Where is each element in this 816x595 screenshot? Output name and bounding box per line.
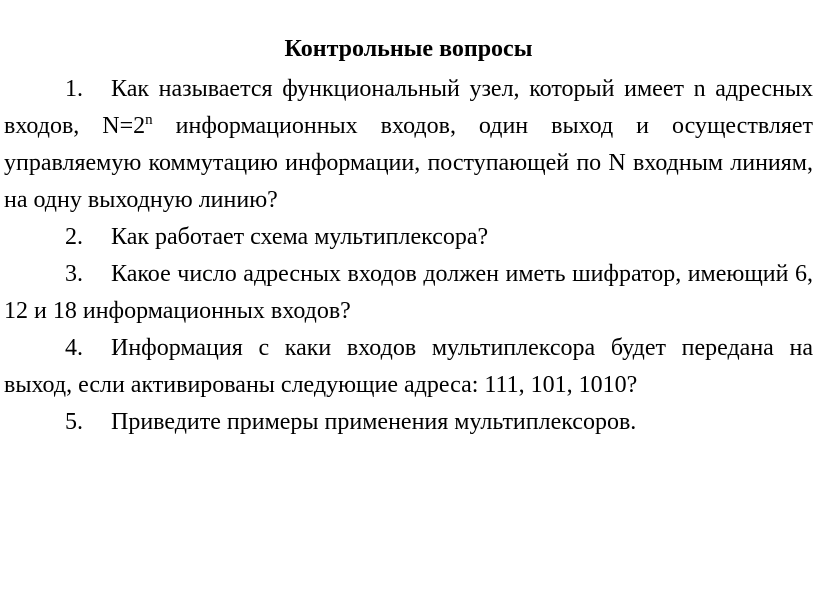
question-number: 3. xyxy=(65,261,83,287)
question-number: 2. xyxy=(65,224,83,250)
page-title: Контрольные вопросы xyxy=(284,36,533,62)
superscript-n: n xyxy=(145,112,153,128)
question-2 xyxy=(4,219,813,256)
question-3 xyxy=(4,256,813,330)
question-text: Какое число адресных входов должен иметь шифратор, имеющий 6, 12 и 18 информационных входов? xyxy=(4,261,813,324)
question-number: 5. xyxy=(65,409,83,435)
question-number: 1. xyxy=(65,76,83,102)
question-text: Как работает схема мультиплексора? xyxy=(111,224,489,250)
question-5 xyxy=(4,404,813,441)
question-text: Информация с каки входов мультиплексора будет передана на выход, если активированы следующие адреса: 111, 101, 1010? xyxy=(4,335,813,398)
question-1 xyxy=(4,71,813,219)
question-text: Приведите примеры применения мультиплексоров. xyxy=(111,409,637,435)
question-number: 4. xyxy=(65,335,83,361)
question-4 xyxy=(4,330,813,404)
question-text-continued: информационных входов, один выход и осуществляет управляемую коммутацию информации, поступающей по N входным линиям, на одну выходную линию? xyxy=(4,113,813,213)
question-text: Как называется функциональный узел, который имеет n адресных входов, N=2 xyxy=(4,76,813,139)
